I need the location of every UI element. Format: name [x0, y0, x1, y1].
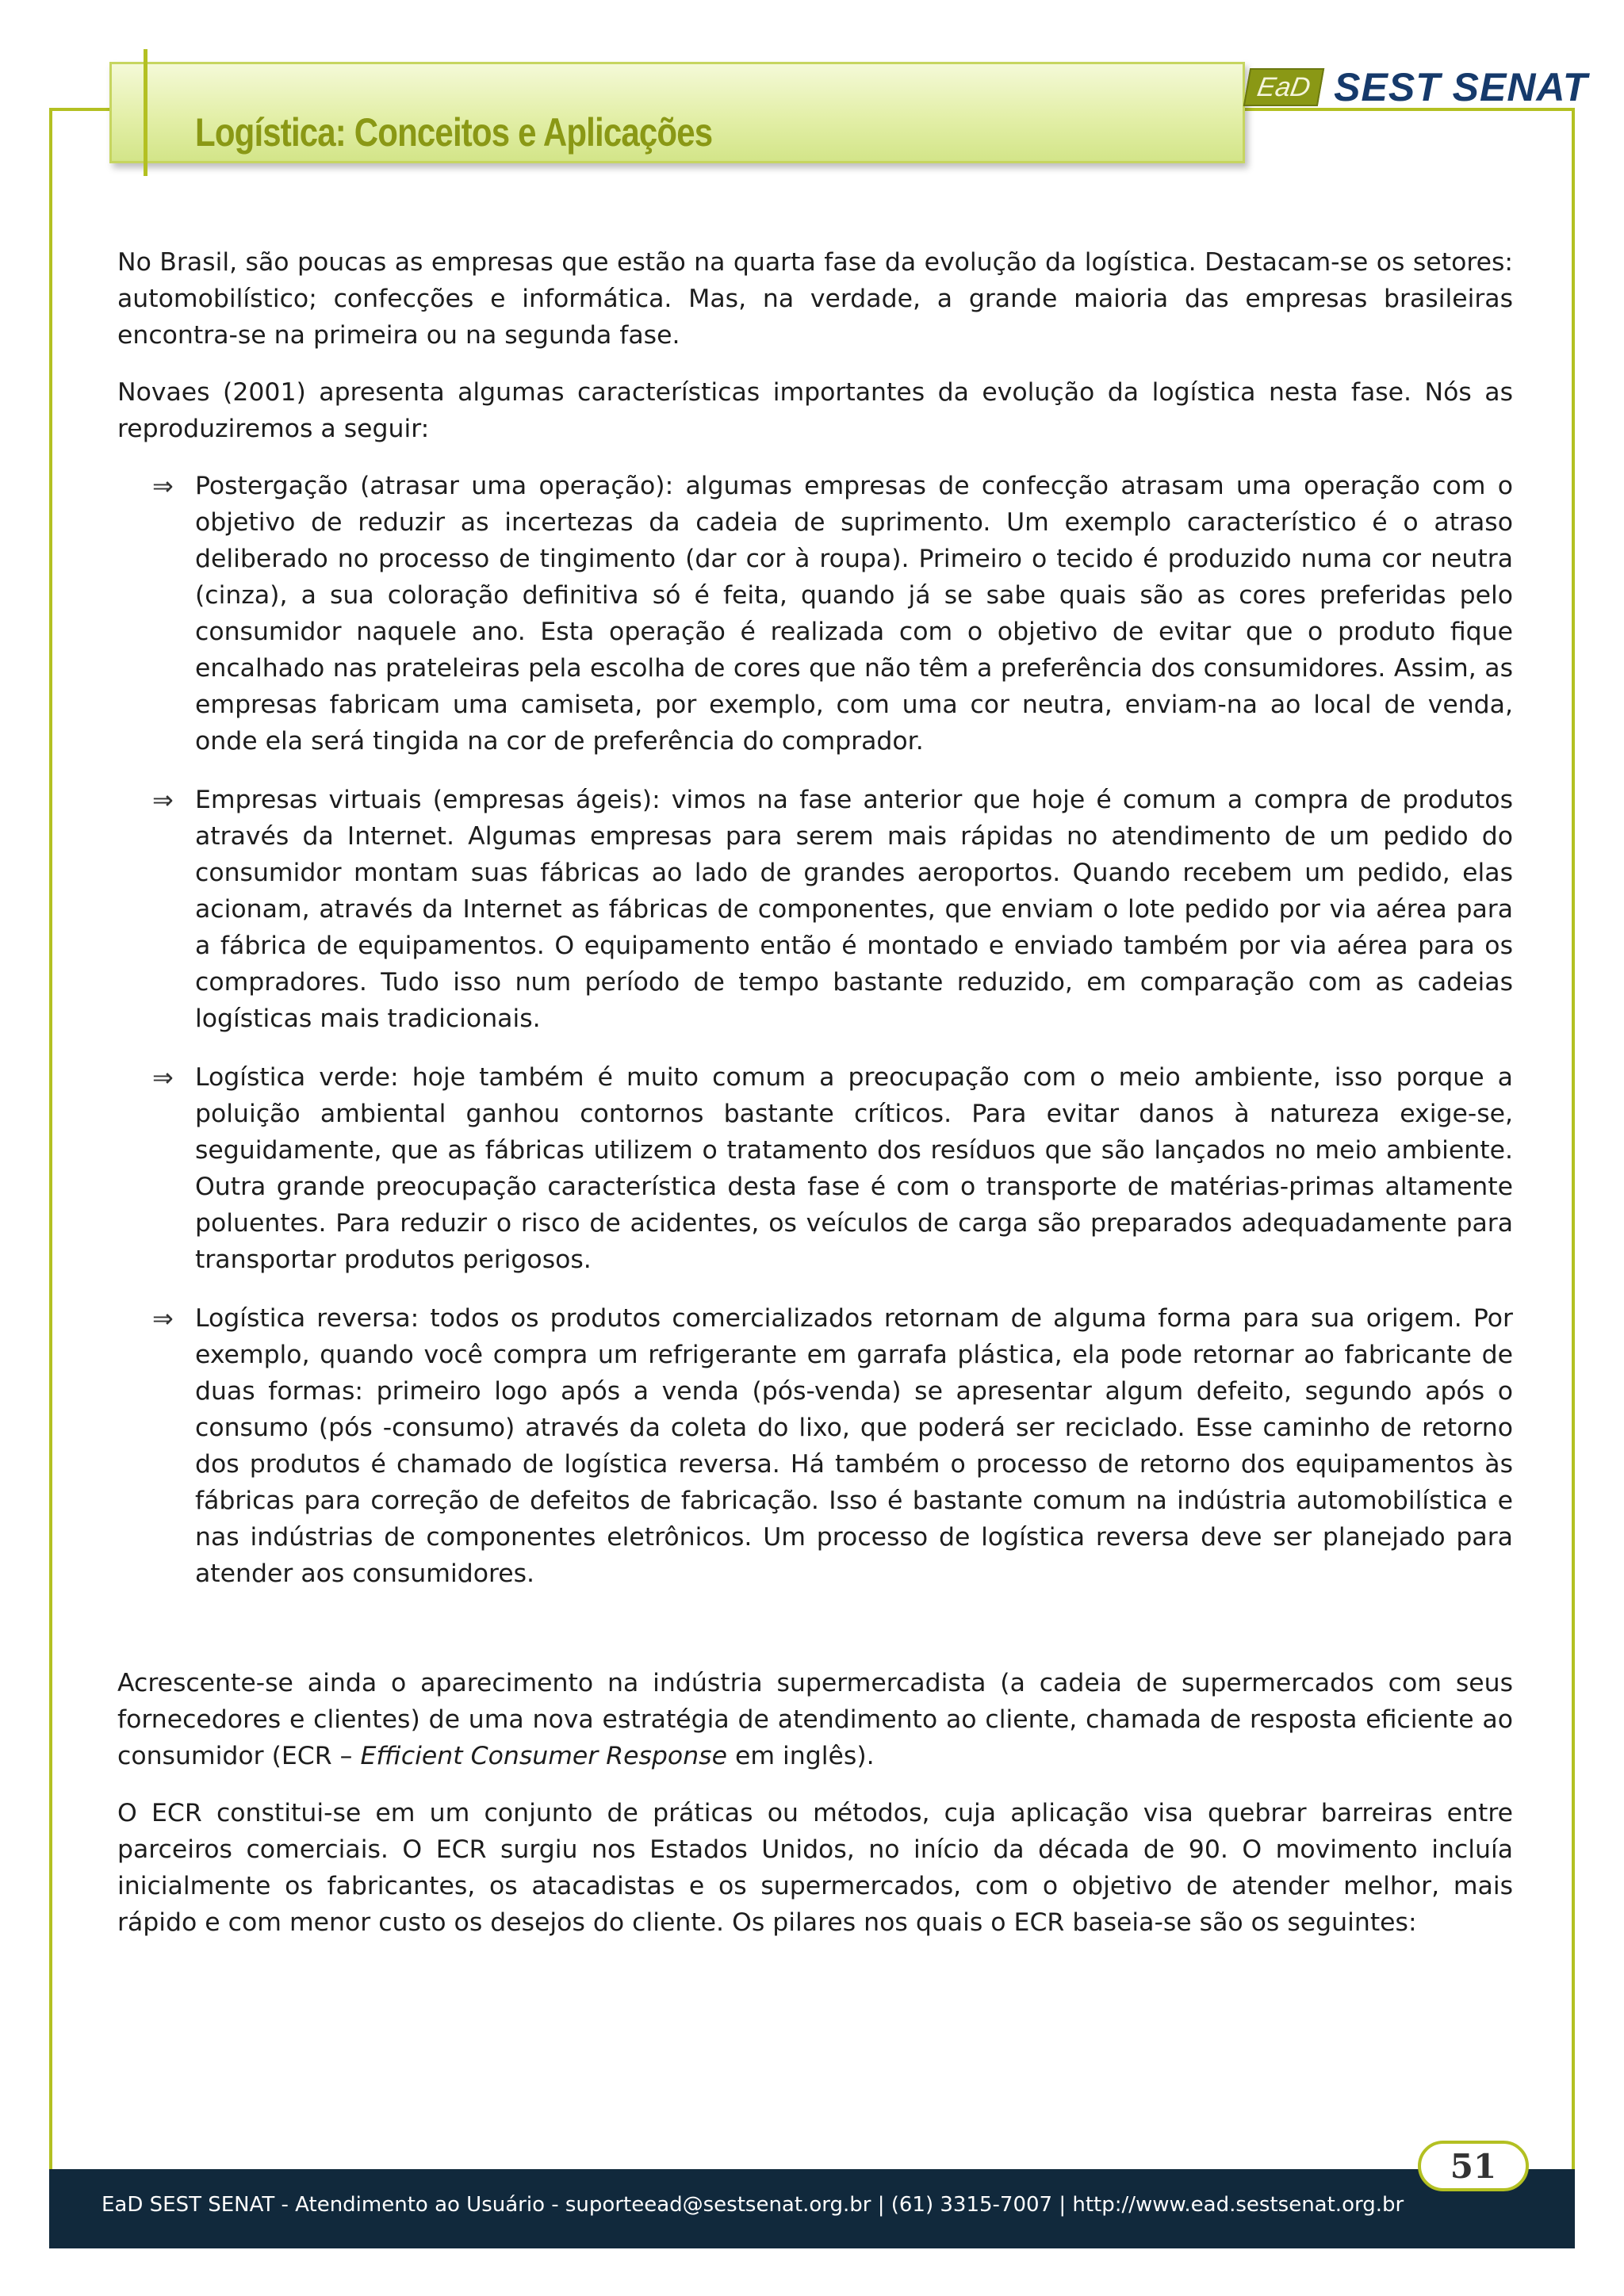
document-title: Logística: Conceitos e Aplicações: [195, 110, 713, 155]
footer-contact: EaD SEST SENAT - Atendimento ao Usuário - suporteead@sestsenat.org.br | (61) 3315-7007 | http://www.ead.sestsenat.org.br: [102, 2193, 1404, 2217]
list-item: [117, 468, 1513, 760]
list-item-text: Logística reversa: todos os produtos comercializados retornam de alguma forma para sua origem. Por exemplo, quando você compra um refrigerante em garrafa plástica, ela pode retornar ao fabricante de duas formas: primeiro logo após a venda (pós-venda) se apresentar algum defeito, segundo após o consumo (pós -consumo) através da coleta do lixo, que poderá ser reciclado. Esse caminho de retorno dos produtos é chamado de logística reversa. Há também o processo de retorno dos equipamentos às fábricas para correção de defeitos de fabricação. Isso é bastante comum na indústria automobilística e nas indústrias de componentes eletrônicos. Um processo de logística reversa deve ser planejado para atender aos consumidores.: [195, 1304, 1513, 1588]
ecr-intro-text: Acrescente-se ainda o aparecimento na indústria supermercadista (a cadeia de supermercados com seus fornecedores e clientes) de uma nova estratégia de atendimento ao cliente, chamada de resposta eficiente ao consumidor (ECR –: [117, 1669, 1513, 1770]
implies-arrow-icon: ⇒: [152, 471, 174, 501]
page-number: 51: [1418, 2141, 1529, 2191]
list-item-text: Empresas virtuais (empresas ágeis): vimos na fase anterior que hoje é comum a compra de produtos através da Internet. Algumas empresas para serem mais rápidas no atendimento de um pedido do consumidor montam suas fábricas ao lado de grandes aeroportos. Quando recebem um pedido, elas acionam, através da Internet as fábricas de componentes, que enviam o lote pedido por via aérea para a fábrica de equipamentos. O equipamento então é montado e enviado também por via aérea para os compradores. Tudo isso num período de tempo bastante reduzido, em comparação com as cadeias logísticas mais tradicionais.: [195, 786, 1513, 1033]
spacer: [117, 1614, 1513, 1665]
brand-ead-badge: EaD: [1243, 68, 1325, 106]
implies-arrow-icon: ⇒: [152, 1303, 174, 1334]
implies-arrow-icon: ⇒: [152, 1062, 174, 1093]
list-item-text: Postergação (atrasar uma operação): algumas empresas de confecção atrasam uma operação com o objetivo de reduzir as incertezas da cadeia de suprimento. Um exemplo característico é o atraso deliberado no processo de tingimento (dar cor à roupa). Primeiro o tecido é produzido numa cor neutra (cinza), a sua coloração definitiva só é feita, quando já se sabe quais são as cores preferidas pelo consumidor naquele ano. Esta operação é realizada com o objetivo de evitar que o produto fique encalhado nas prateleiras pela escolha de cores que não têm a preferência dos consumidores. Assim, as empresas fabricam uma camiseta, por exemplo, com uma cor neutra, enviam-na ao local de venda, onde ela será tingida na cor de preferência do comprador.: [195, 472, 1513, 756]
paragraph-ecr-definition: O ECR constitui-se em um conjunto de práticas ou métodos, cuja aplicação visa quebrar barreiras entre parceiros comerciais. O ECR surgiu nos Estados Unidos, no início da década de 90. O movimento incluía inicialmente os fabricantes, os atacadistas e os supermercados, com o objetivo de atender melhor, mais rápido e com menor custo os desejos do cliente. Os pilares nos quais o ECR baseia-se são os seguintes:: [117, 1799, 1513, 1937]
characteristics-list: [117, 468, 1513, 1592]
list-item-text: Logística verde: hoje também é muito comum a preocupação com o meio ambiente, isso porque a poluição ambiental ganhou contornos bastante críticos. Para evitar danos à natureza exige-se, seguidamente, que as fábricas utilizem o tratamento dos resíduos que são lançados no meio ambiente. Outra grande preocupação característica desta fase é com o transporte de matérias-primas altamente poluentes. Para reduzir o risco de acidentes, os veículos de carga são preparados adequadamente para transportar produtos perigosos.: [195, 1063, 1513, 1274]
brand-name: SEST SENAT: [1334, 65, 1588, 109]
list-item: [117, 1300, 1513, 1592]
paragraph-intro: No Brasil, são poucas as empresas que estão na quarta fase da evolução da logística. Destacam-se os setores: automobilístico; confecções e informática. Mas, na verdade, a grande maioria das empresas brasileiras encontra-se na primeira ou na segunda fase.: [117, 248, 1513, 350]
paragraph-ecr-intro: [117, 1665, 1513, 1774]
page-content: [117, 244, 1513, 1961]
ecr-english-term: Efficient Consumer Response: [360, 1742, 727, 1770]
brand-logo: [1247, 67, 1588, 108]
list-item: [117, 782, 1513, 1037]
title-tick: [144, 49, 147, 176]
paragraph-novaes: Novaes (2001) apresenta algumas características importantes da evolução da logística nesta fase. Nós as reproduziremos a seguir:: [117, 378, 1513, 443]
ecr-intro-tail: em inglês).: [726, 1742, 875, 1770]
list-item: [117, 1059, 1513, 1278]
implies-arrow-icon: ⇒: [152, 785, 174, 815]
